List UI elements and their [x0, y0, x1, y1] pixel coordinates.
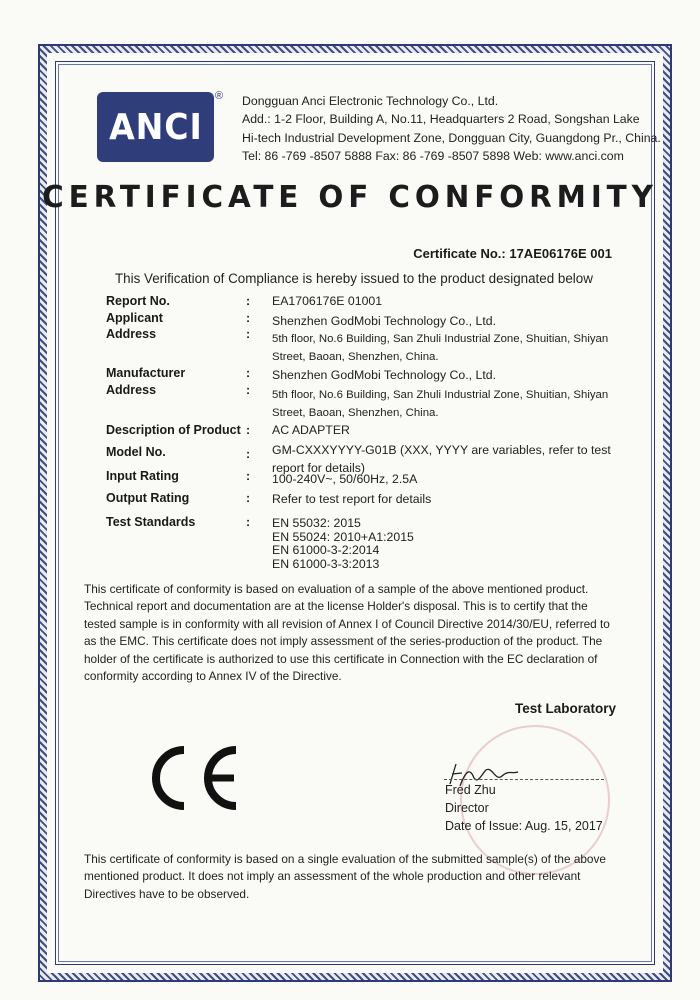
issue-date: Date of Issue: Aug. 15, 2017 [445, 819, 603, 833]
field-value: Refer to test report for details [272, 492, 432, 506]
company-contact: Tel: 86 -769 -8507 5888 Fax: 86 -769 -8507 5898 Web: www.anci.com [242, 148, 624, 163]
field-colon: : [246, 294, 251, 308]
field-label: Address [106, 327, 157, 341]
conformity-statement: This certificate of conformity is based on evaluation of a sample of the above mentioned product. Technical report and documentation are at the license Holder's disposal. This is to certify that the tested sample is in conformity with all revision of Annex I of Council Directive 2014/30/EU, referred to as the EMC. This certificate does not imply assessment of the series-production of the product. The holder of the certificate is authorized to use this certificate in Connection with the EC declaration of conformity according to Annex IV of the Directive. [84, 582, 610, 684]
certificate-number [413, 246, 612, 261]
certificate-number-label: Certificate No.: [413, 246, 506, 261]
field-value: Shenzhen GodMobi Technology Co., Ltd. [272, 368, 496, 382]
field-value: 5th floor, No.6 Building, San Zhuli Industrial Zone, Shuitian, Shiyan Street, Baoan, Shenzhen, China. [272, 333, 609, 363]
registered-mark: ® [215, 90, 224, 102]
ce-mark-icon [148, 742, 248, 814]
signer-block [445, 781, 603, 835]
company-name: Dongguan Anci Electronic Technology Co., Ltd. [242, 94, 499, 108]
field-label: Test Standards [106, 515, 196, 529]
field-value: AC ADAPTER [272, 423, 350, 437]
field-label: Model No. [106, 445, 166, 459]
anci-logo [97, 92, 214, 162]
field-colon: : [246, 515, 251, 529]
footer-disclaimer: This certificate of conformity is based on a single evaluation of the submitted sample(s) of the above mentioned product. It does not imply an assessment of the whole production and other relevant Directives have to be observed. [84, 852, 606, 901]
field-colon: : [246, 311, 251, 325]
test-laboratory-label: Test Laboratory [514, 701, 616, 716]
field-label: Report No. [106, 294, 170, 308]
field-colon: : [246, 327, 251, 341]
company-address-line1: Add.: 1-2 Floor, Building A, No.11, Headquarters 2 Road, Songshan Lake [242, 112, 640, 127]
standard-item: EN 55032: 2015 [272, 516, 361, 530]
logo-text: ANCI [108, 106, 203, 148]
intro-text: This Verification of Compliance is hereby issued to the product designated below [115, 271, 593, 286]
field-label: Input Rating [106, 469, 179, 483]
standards-list [272, 517, 622, 571]
standard-item: EN 55024: 2010+A1:2015 [272, 529, 414, 544]
field-value: EA1706176E 01001 [272, 294, 383, 308]
standard-item: EN 61000-3-2:2014 [272, 543, 380, 557]
field-label: Address [106, 383, 157, 397]
field-colon: : [246, 366, 251, 380]
field-label: Manufacturer [106, 366, 186, 380]
certificate-title: CERTIFICATE OF CONFORMITY [42, 180, 658, 215]
signature-line [444, 779, 604, 780]
field-value: Shenzhen GodMobi Technology Co., Ltd. [272, 314, 496, 328]
signer-name: Fred Zhu [445, 783, 496, 797]
field-label: Description of Product [106, 423, 241, 437]
field-value: 5th floor, No.6 Building, San Zhuli Industrial Zone, Shuitian, Shiyan Street, Baoan, Shenzhen, China. [272, 389, 609, 419]
field-label: Output Rating [106, 491, 190, 505]
field-colon: : [246, 447, 251, 461]
certificate-number-value: 17AE06176E 001 [509, 246, 612, 261]
company-info [242, 92, 662, 165]
field-value: GM-CXXXYYYY-G01B (XXX, YYYY are variables, refer to test report for details) [272, 443, 611, 475]
field-colon: : [246, 423, 251, 437]
field-colon: : [246, 491, 251, 505]
company-address-line2: Hi-tech Industrial Development Zone, Dongguan City, Guangdong Pr., China. [242, 130, 661, 145]
field-colon: : [246, 469, 251, 483]
field-colon: : [246, 383, 251, 397]
signer-role: Director [445, 801, 489, 815]
standard-item: EN 61000-3-3:2013 [272, 556, 380, 571]
field-value: 100-240V~, 50/60Hz, 2.5A [272, 472, 418, 486]
field-label: Applicant [106, 311, 163, 325]
